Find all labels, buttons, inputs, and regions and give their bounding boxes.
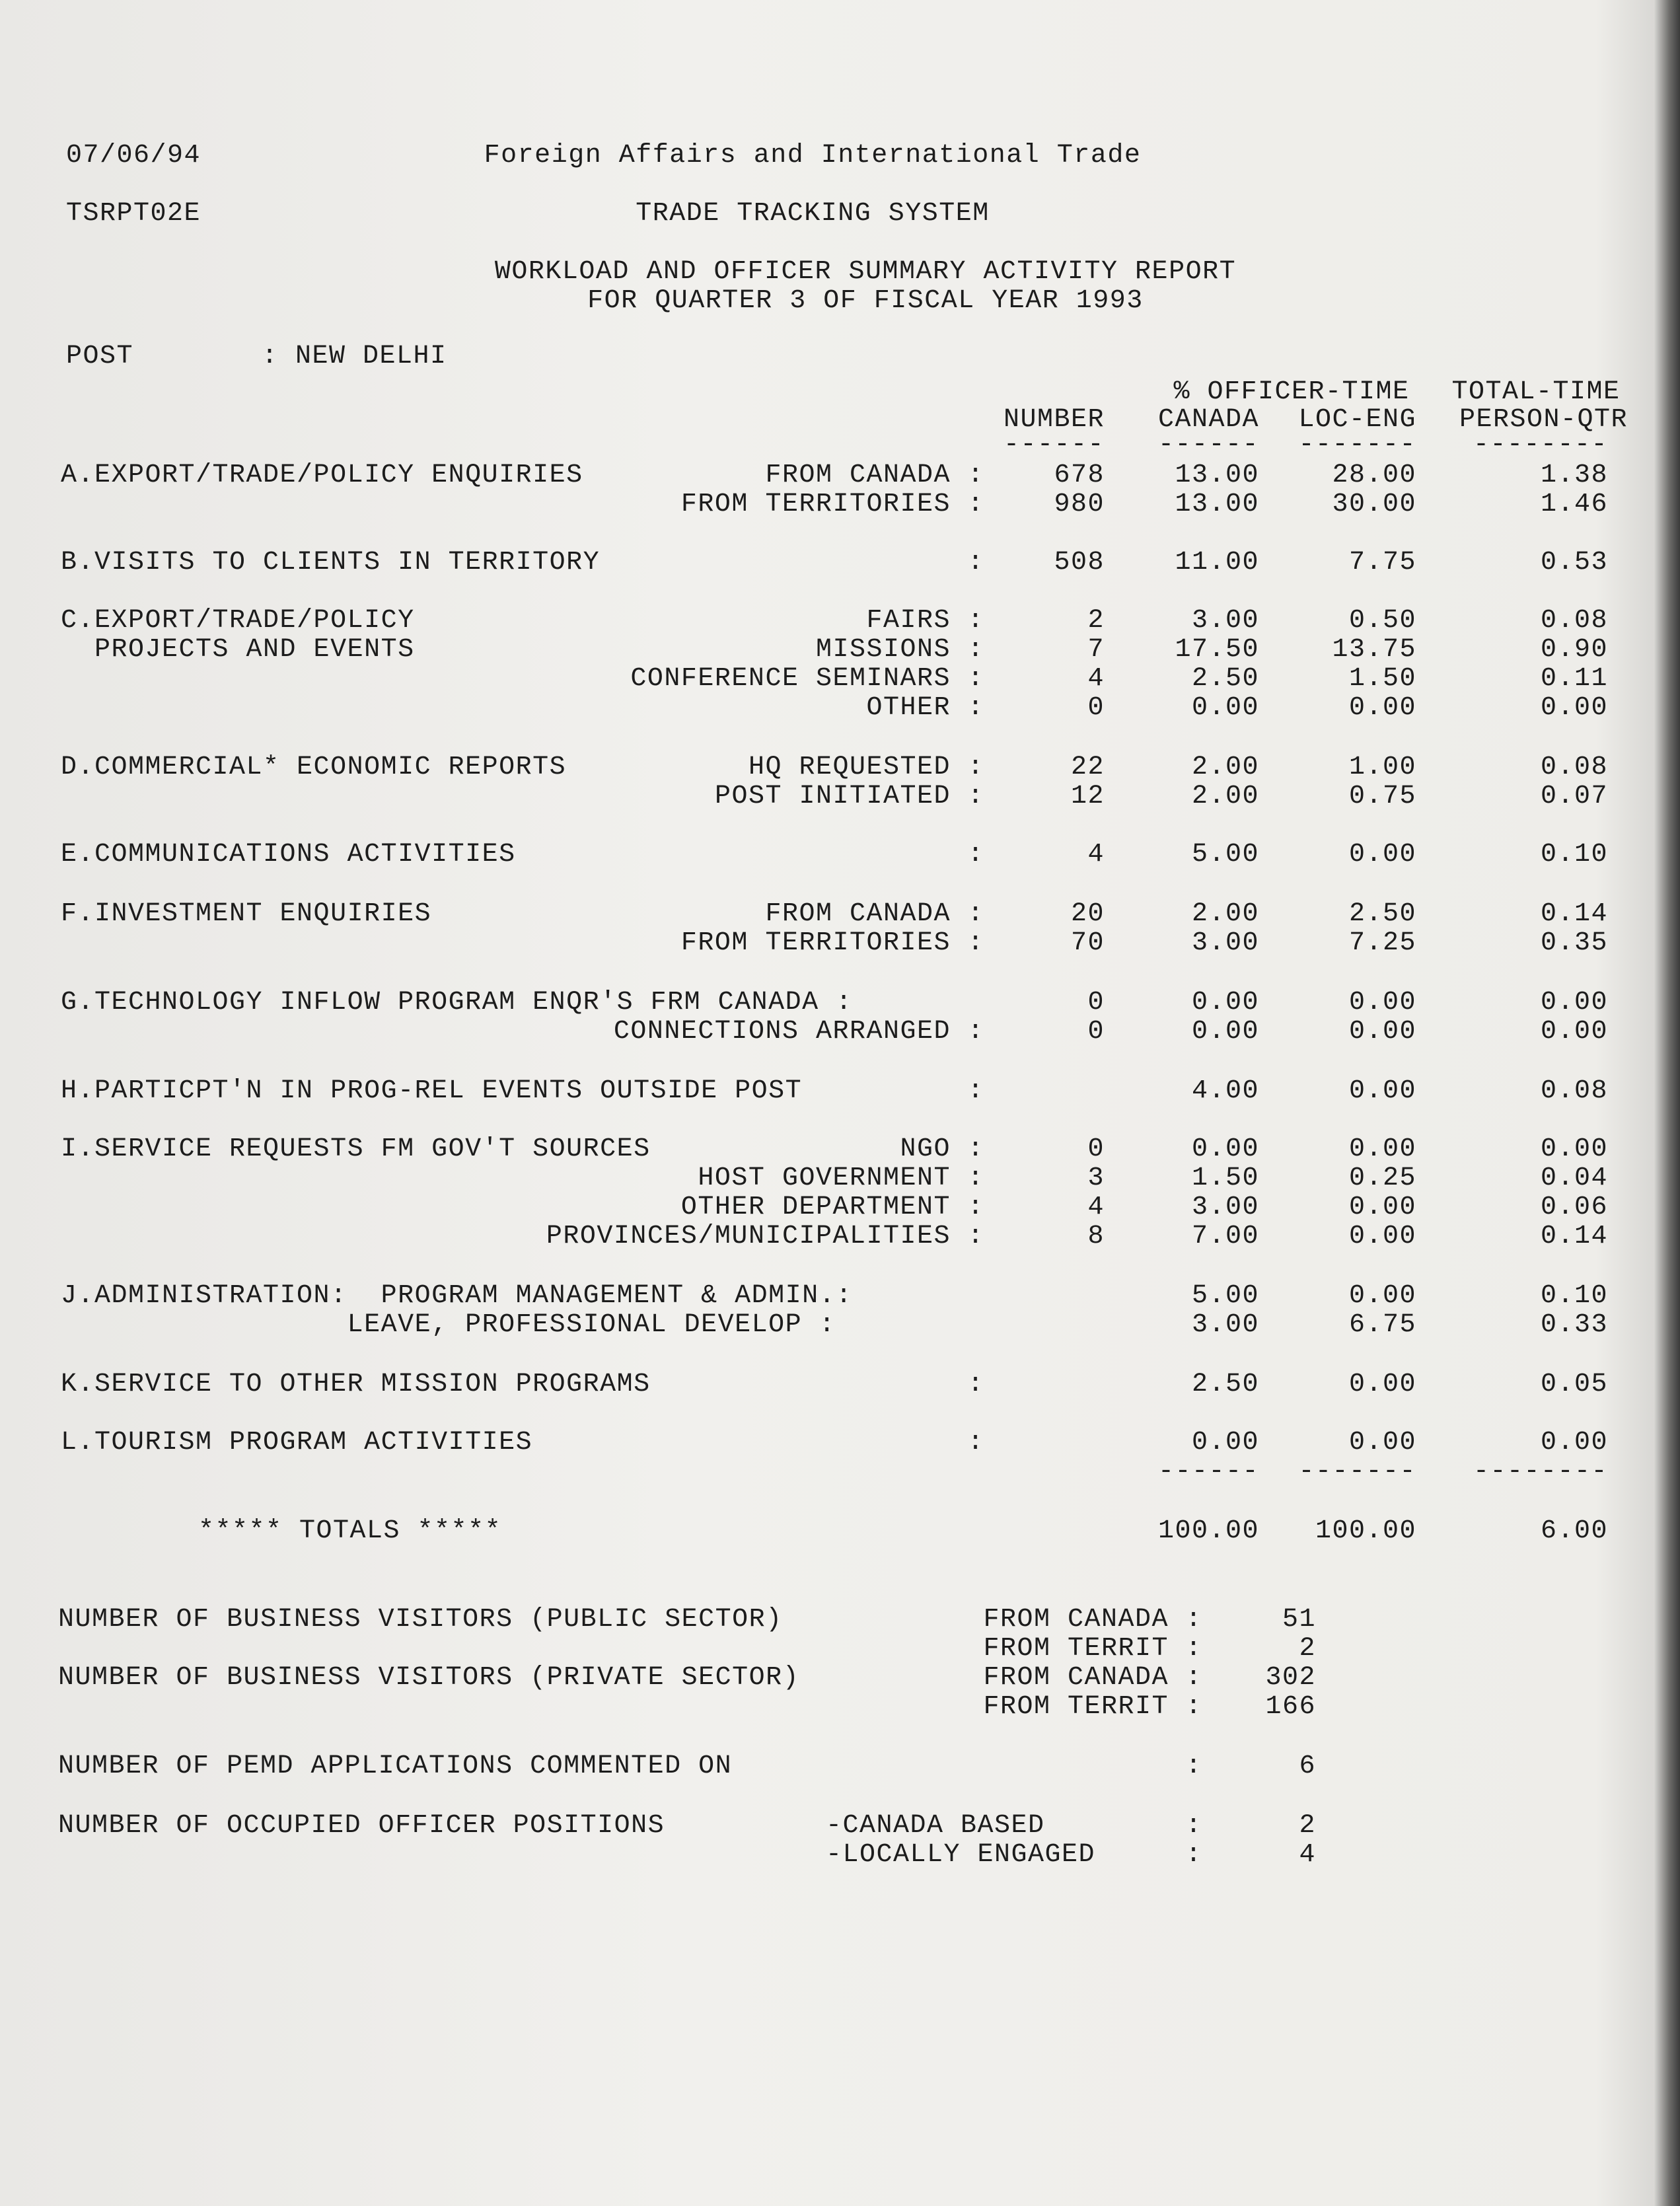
cell-number: 20: [1070, 899, 1105, 929]
row-label: H.PARTICPT'N IN PROG-REL EVENTS OUTSIDE POST: [61, 1076, 803, 1106]
cell-person-qtr: 0.07: [1540, 782, 1608, 811]
totals-loc-eng: 100.00: [1315, 1516, 1416, 1546]
cell-number: 4: [1087, 840, 1105, 869]
cell-loc-eng: 6.75: [1348, 1310, 1416, 1340]
col-loc-eng: LOC-ENG: [1298, 405, 1416, 435]
cell-canada: 7.00: [1191, 1222, 1259, 1251]
cell-person-qtr: 0.53: [1540, 548, 1608, 577]
cell-loc-eng: 1.50: [1348, 664, 1416, 694]
cell-number: 2: [1087, 606, 1105, 636]
cell-loc-eng: 0.00: [1348, 1193, 1416, 1222]
cell-loc-eng: 0.75: [1348, 782, 1416, 811]
row-label: D.COMMERCIAL* ECONOMIC REPORTS: [61, 753, 567, 782]
cell-number: 0: [1087, 1017, 1105, 1047]
row-sublabel: FROM CANADA :: [765, 460, 984, 490]
visitors-public-territ-value: 2: [1299, 1634, 1316, 1664]
row-sublabel: :: [967, 548, 984, 577]
cell-loc-eng: 0.00: [1348, 1017, 1416, 1047]
cell-canada: 0.00: [1191, 1134, 1259, 1164]
cell-canada: 2.50: [1191, 664, 1259, 694]
row-sublabel: CONFERENCE SEMINARS :: [630, 664, 984, 694]
cell-person-qtr: 0.14: [1540, 899, 1608, 929]
cell-person-qtr: 0.33: [1540, 1310, 1608, 1340]
report-date: 07/06/94: [66, 141, 201, 170]
cell-canada: 0.00: [1191, 1017, 1259, 1047]
positions-local-colon: :: [1185, 1840, 1202, 1870]
visitors-public-label: NUMBER OF BUSINESS VISITORS (PUBLIC SECTOR): [58, 1605, 783, 1635]
cell-person-qtr: 0.10: [1540, 1281, 1608, 1311]
cell-number: 22: [1070, 753, 1105, 782]
cell-number: 678: [1054, 460, 1105, 490]
row-label: F.INVESTMENT ENQUIRIES: [61, 899, 432, 929]
cell-person-qtr: 0.08: [1540, 606, 1608, 636]
row-label: LEAVE, PROFESSIONAL DEVELOP :: [61, 1310, 836, 1340]
visitors-public-from-territ: FROM TERRIT :: [983, 1634, 1202, 1664]
cell-canada: 1.50: [1191, 1163, 1259, 1193]
visitors-private-from-canada: FROM CANADA :: [983, 1663, 1202, 1693]
positions-local-label: -LOCALLY ENGAGED: [826, 1840, 1096, 1870]
row-label: E.COMMUNICATIONS ACTIVITIES: [61, 840, 516, 869]
cell-canada: 3.00: [1191, 1310, 1259, 1340]
row-label: J.ADMINISTRATION: PROGRAM MANAGEMENT & ADMIN.:: [61, 1281, 853, 1311]
row-label: A.EXPORT/TRADE/POLICY ENQUIRIES: [61, 460, 583, 490]
row-sublabel: FROM TERRITORIES :: [680, 928, 984, 958]
post-label: POST: [66, 342, 134, 371]
row-sublabel: CONNECTIONS ARRANGED :: [613, 1017, 984, 1047]
report-title: WORKLOAD AND OFFICER SUMMARY ACTIVITY REPORT: [494, 257, 1237, 287]
visitors-private-canada-value: 302: [1265, 1663, 1316, 1693]
cell-person-qtr: 0.08: [1540, 753, 1608, 782]
col-total-time: TOTAL-TIME: [1451, 377, 1621, 407]
cell-person-qtr: 0.11: [1540, 664, 1608, 694]
cell-number: 0: [1087, 1134, 1105, 1164]
cell-canada: 3.00: [1191, 928, 1259, 958]
row-label: B.VISITS TO CLIENTS IN TERRITORY: [61, 548, 601, 577]
col-loc-eng-rule: -------: [1298, 430, 1416, 460]
positions-canada-label: -CANADA BASED: [826, 1811, 1045, 1841]
cell-loc-eng: 0.00: [1348, 1281, 1416, 1311]
positions-label: NUMBER OF OCCUPIED OFFICER POSITIONS: [58, 1811, 665, 1841]
cell-person-qtr: 0.06: [1540, 1193, 1608, 1222]
cell-loc-eng: 30.00: [1332, 490, 1416, 519]
cell-loc-eng: 7.25: [1348, 928, 1416, 958]
cell-canada: 5.00: [1191, 840, 1259, 869]
cell-canada: 2.00: [1191, 753, 1259, 782]
cell-loc-eng: 1.00: [1348, 753, 1416, 782]
row-label: C.EXPORT/TRADE/POLICY: [61, 606, 415, 636]
totals-rule-person-qtr: --------: [1473, 1457, 1608, 1487]
cell-canada: 4.00: [1191, 1076, 1259, 1106]
cell-loc-eng: 2.50: [1348, 899, 1416, 929]
cell-number: 0: [1087, 988, 1105, 1017]
totals-rule-loc-eng: -------: [1298, 1457, 1416, 1487]
row-label: G.TECHNOLOGY INFLOW PROGRAM ENQR'S FRM CANADA :: [61, 988, 853, 1017]
pemd-value: 6: [1299, 1751, 1316, 1781]
report-id: TSRPT02E: [66, 199, 201, 229]
cell-person-qtr: 0.04: [1540, 1163, 1608, 1193]
visitors-public-canada-value: 51: [1282, 1605, 1316, 1635]
cell-person-qtr: 0.10: [1540, 840, 1608, 869]
cell-loc-eng: 0.00: [1348, 1134, 1416, 1164]
pemd-label: NUMBER OF PEMD APPLICATIONS COMMENTED ON: [58, 1751, 733, 1781]
report-subtitle: FOR QUARTER 3 OF FISCAL YEAR 1993: [587, 286, 1144, 316]
row-sublabel: FROM TERRITORIES :: [680, 490, 984, 519]
totals-label: ***** TOTALS *****: [198, 1516, 502, 1546]
scan-edge-shadow: [1654, 0, 1680, 2206]
cell-number: 980: [1054, 490, 1105, 519]
cell-canada: 0.00: [1191, 693, 1259, 723]
cell-person-qtr: 0.35: [1540, 928, 1608, 958]
cell-loc-eng: 0.00: [1348, 1222, 1416, 1251]
row-sublabel: NGO :: [900, 1134, 984, 1164]
visitors-private-label: NUMBER OF BUSINESS VISITORS (PRIVATE SECTOR): [58, 1663, 800, 1693]
row-sublabel: :: [967, 1076, 984, 1106]
cell-person-qtr: 0.90: [1540, 635, 1608, 665]
col-canada-rule: ------: [1157, 430, 1259, 460]
pemd-colon: :: [1185, 1751, 1202, 1781]
positions-local-value: 4: [1299, 1840, 1316, 1870]
col-number: NUMBER: [1003, 405, 1105, 435]
cell-number: 508: [1054, 548, 1105, 577]
cell-loc-eng: 0.00: [1348, 1076, 1416, 1106]
row-label: K.SERVICE TO OTHER MISSION PROGRAMS: [61, 1370, 651, 1399]
cell-person-qtr: 0.00: [1540, 693, 1608, 723]
organization-title: Foreign Affairs and International Trade: [484, 141, 1142, 170]
row-sublabel: PROVINCES/MUNICIPALITIES :: [546, 1222, 984, 1251]
cell-loc-eng: 0.00: [1348, 1428, 1416, 1457]
cell-loc-eng: 0.00: [1348, 840, 1416, 869]
cell-canada: 11.00: [1175, 548, 1259, 577]
cell-loc-eng: 13.75: [1332, 635, 1416, 665]
cell-canada: 13.00: [1175, 460, 1259, 490]
cell-loc-eng: 0.00: [1348, 1370, 1416, 1399]
cell-canada: 13.00: [1175, 490, 1259, 519]
cell-number: 8: [1087, 1222, 1105, 1251]
cell-canada: 2.50: [1191, 1370, 1259, 1399]
row-sublabel: OTHER :: [866, 693, 984, 723]
cell-loc-eng: 0.25: [1348, 1163, 1416, 1193]
row-sublabel: OTHER DEPARTMENT :: [680, 1193, 984, 1222]
cell-loc-eng: 0.00: [1348, 693, 1416, 723]
cell-person-qtr: 0.00: [1540, 1428, 1608, 1457]
row-sublabel: FAIRS :: [866, 606, 984, 636]
totals-person-qtr: 6.00: [1540, 1516, 1608, 1546]
cell-person-qtr: 0.00: [1540, 1017, 1608, 1047]
col-person-qtr-rule: --------: [1473, 430, 1608, 460]
cell-person-qtr: 0.08: [1540, 1076, 1608, 1106]
cell-person-qtr: 0.05: [1540, 1370, 1608, 1399]
row-sublabel: MISSIONS :: [815, 635, 984, 665]
cell-loc-eng: 7.75: [1348, 548, 1416, 577]
row-sublabel: HOST GOVERNMENT :: [698, 1163, 984, 1193]
cell-loc-eng: 0.00: [1348, 988, 1416, 1017]
cell-person-qtr: 1.38: [1540, 460, 1608, 490]
cell-canada: 17.50: [1175, 635, 1259, 665]
cell-person-qtr: 1.46: [1540, 490, 1608, 519]
visitors-public-from-canada: FROM CANADA :: [983, 1605, 1202, 1635]
col-canada: CANADA: [1157, 405, 1259, 435]
cell-canada: 5.00: [1191, 1281, 1259, 1311]
cell-number: 4: [1087, 664, 1105, 694]
cell-number: 3: [1087, 1163, 1105, 1193]
row-sublabel: :: [967, 1370, 984, 1399]
cell-canada: 3.00: [1191, 1193, 1259, 1222]
cell-number: 0: [1087, 693, 1105, 723]
row-sublabel: :: [967, 840, 984, 869]
cell-canada: 2.00: [1191, 782, 1259, 811]
positions-canada-colon: :: [1185, 1811, 1202, 1841]
cell-canada: 3.00: [1191, 606, 1259, 636]
system-title: TRADE TRACKING SYSTEM: [636, 199, 990, 229]
col-number-rule: ------: [1003, 430, 1105, 460]
row-label: L.TOURISM PROGRAM ACTIVITIES: [61, 1428, 533, 1457]
cell-number: 70: [1070, 928, 1105, 958]
cell-number: 12: [1070, 782, 1105, 811]
totals-rule-canada: ------: [1157, 1457, 1259, 1487]
totals-canada: 100.00: [1157, 1516, 1259, 1546]
cell-person-qtr: 0.00: [1540, 1134, 1608, 1164]
cell-canada: 0.00: [1191, 988, 1259, 1017]
row-sublabel: POST INITIATED :: [714, 782, 984, 811]
cell-canada: 2.00: [1191, 899, 1259, 929]
post-value: : NEW DELHI: [262, 342, 447, 371]
cell-person-qtr: 0.14: [1540, 1222, 1608, 1251]
visitors-private-territ-value: 166: [1265, 1692, 1316, 1722]
row-sublabel: FROM CANADA :: [765, 899, 984, 929]
cell-loc-eng: 0.50: [1348, 606, 1416, 636]
cell-canada: 0.00: [1191, 1428, 1259, 1457]
cell-number: 7: [1087, 635, 1105, 665]
cell-loc-eng: 28.00: [1332, 460, 1416, 490]
row-label: I.SERVICE REQUESTS FM GOV'T SOURCES: [61, 1134, 651, 1164]
row-label: PROJECTS AND EVENTS: [61, 635, 415, 665]
cell-person-qtr: 0.00: [1540, 988, 1608, 1017]
col-person-qtr: PERSON-QTR: [1459, 405, 1628, 435]
cell-number: 4: [1087, 1193, 1105, 1222]
positions-canada-value: 2: [1299, 1811, 1316, 1841]
visitors-private-from-territ: FROM TERRIT :: [983, 1692, 1202, 1722]
row-sublabel: :: [967, 1428, 984, 1457]
col-officer-time: % OFFICER-TIME: [1173, 377, 1410, 407]
row-sublabel: HQ REQUESTED :: [748, 753, 984, 782]
